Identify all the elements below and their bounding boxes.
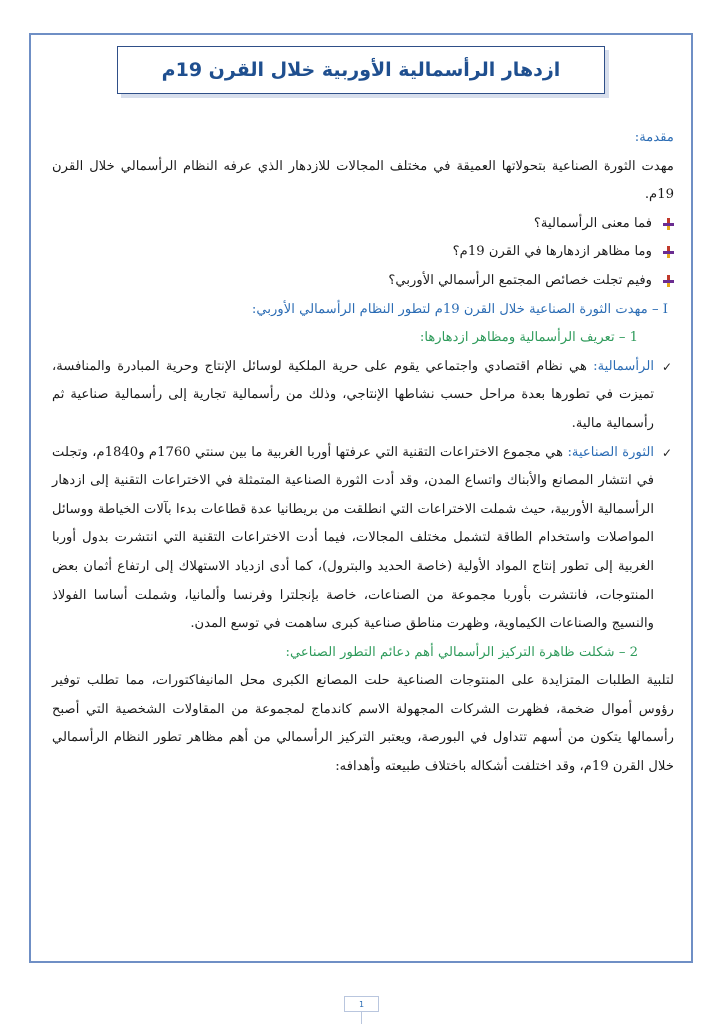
question-text: وفيم تجلت خصائص المجتمع الرأسمالي الأوربي؟ bbox=[388, 272, 652, 288]
definition-term: الرأسمالية: bbox=[593, 358, 654, 374]
section-heading: I – مهدت الثورة الصناعية خلال القرن 19م لتطور النظام الرأسمالي الأوربي: bbox=[251, 301, 668, 317]
page-number-tick bbox=[361, 1012, 362, 1024]
definition-item bbox=[52, 353, 674, 439]
definition-text: هي نظام اقتصادي واجتماعي يقوم على حرية الملكية لوسائل الإنتاج وحرية المبادرة والمنافسة، تميزت في تطورها بعدة مراحل حسب نشاطها الإنتاجي، وذلك من رأسمالية تجارية إلى رأسمالية صناعية ثم رأسمالية مالية. bbox=[52, 358, 654, 431]
intro-label: مقدمة: bbox=[634, 130, 674, 145]
intro-paragraph: مهدت الثورة الصناعية بتحولاتها العميقة في مختلف المجالات للازدهار الذي عرفه النظام الرأسمالي خلال القرن 19م. bbox=[52, 158, 674, 203]
question-item bbox=[52, 267, 674, 296]
question-text: فما معنى الرأسمالية؟ bbox=[533, 215, 652, 231]
pin-marker-icon bbox=[663, 218, 674, 230]
page-number: 1 bbox=[344, 996, 379, 1012]
pin-marker-icon bbox=[663, 246, 674, 258]
pin-marker-icon bbox=[663, 275, 674, 287]
checkmark-icon: ✓ bbox=[661, 445, 672, 460]
subsection-heading: 1 – تعريف الرأسمالية ومظاهر ازدهارها: bbox=[419, 330, 638, 346]
question-item bbox=[52, 210, 674, 239]
page-title: ازدهار الرأسمالية الأوربية خلال القرن 19م bbox=[161, 59, 561, 81]
question-text: وما مظاهر ازدهارها في القرن 19م؟ bbox=[452, 244, 652, 260]
subsection-paragraph: لتلبية الطلبات المتزايدة على المنتوجات الصناعية حلت المصانع الكبرى محل المانيفاكتورات، مما تطلب توفير رؤوس أموال ضخمة، فظهرت الشركات المجهولة الاسم كاندماج لمجموعة من المقاولات الشخصية التي أصبح رأسمالها يتكون من أسهم تتداول في البورصة، ويعتبر التركيز الرأسمالي من أهم مظاهر تطور النظام الرأسمالي خلال القرن 19م، وقد اختلفت أشكاله باختلاف طبيعته وأهدافه: bbox=[52, 673, 674, 775]
question-item bbox=[52, 238, 674, 267]
definition-text: هي مجموع الاختراعات التقنية التي عرفتها أوربا الغربية ما بين سنتي 1760م و1840م، وتجلت في انتشار المصانع والأبناك واتساع المدن، وقد أدت الثورة الصناعية المتمثلة في الاختراعات التقنية إلى ازدهار الرأسمالية الأوربية، حيث شملت الاختراعات التي انطلقت من بريطانيا عدة قطاعات بدءا بآلات الخياطة ووسائل المواصلات واستخدام الطاقة لتشمل مختلف المجالات، فيما أدت الاختراعات التقنية التي انتشرت بدول أوربا الغربية إلى تطور إنتاج المواد الأولية (خاصة الحديد والبترول)، كما أدى ازدياد الاستهلاك إلى ارتفاع أثمان بعض المنتوجات، فانتشرت بأوربا مجموعة من الصناعات، خاصة بإنجلترا وفرنسا وألمانيا، وشملت أساسا الفولاذ والنسيج والصناعات الكيماوية، وظهرت مناطق صناعية كبرى ساهمت في توسع المدن. bbox=[52, 444, 654, 632]
checkmark-icon: ✓ bbox=[661, 359, 672, 374]
definition-term: الثورة الصناعية: bbox=[567, 444, 654, 460]
title-box bbox=[117, 46, 605, 94]
document-body bbox=[52, 124, 674, 782]
definition-item bbox=[52, 439, 674, 639]
subsection-heading: 2 – شكلت ظاهرة التركيز الرأسمالي أهم دعائم التطور الصناعي: bbox=[285, 644, 638, 660]
